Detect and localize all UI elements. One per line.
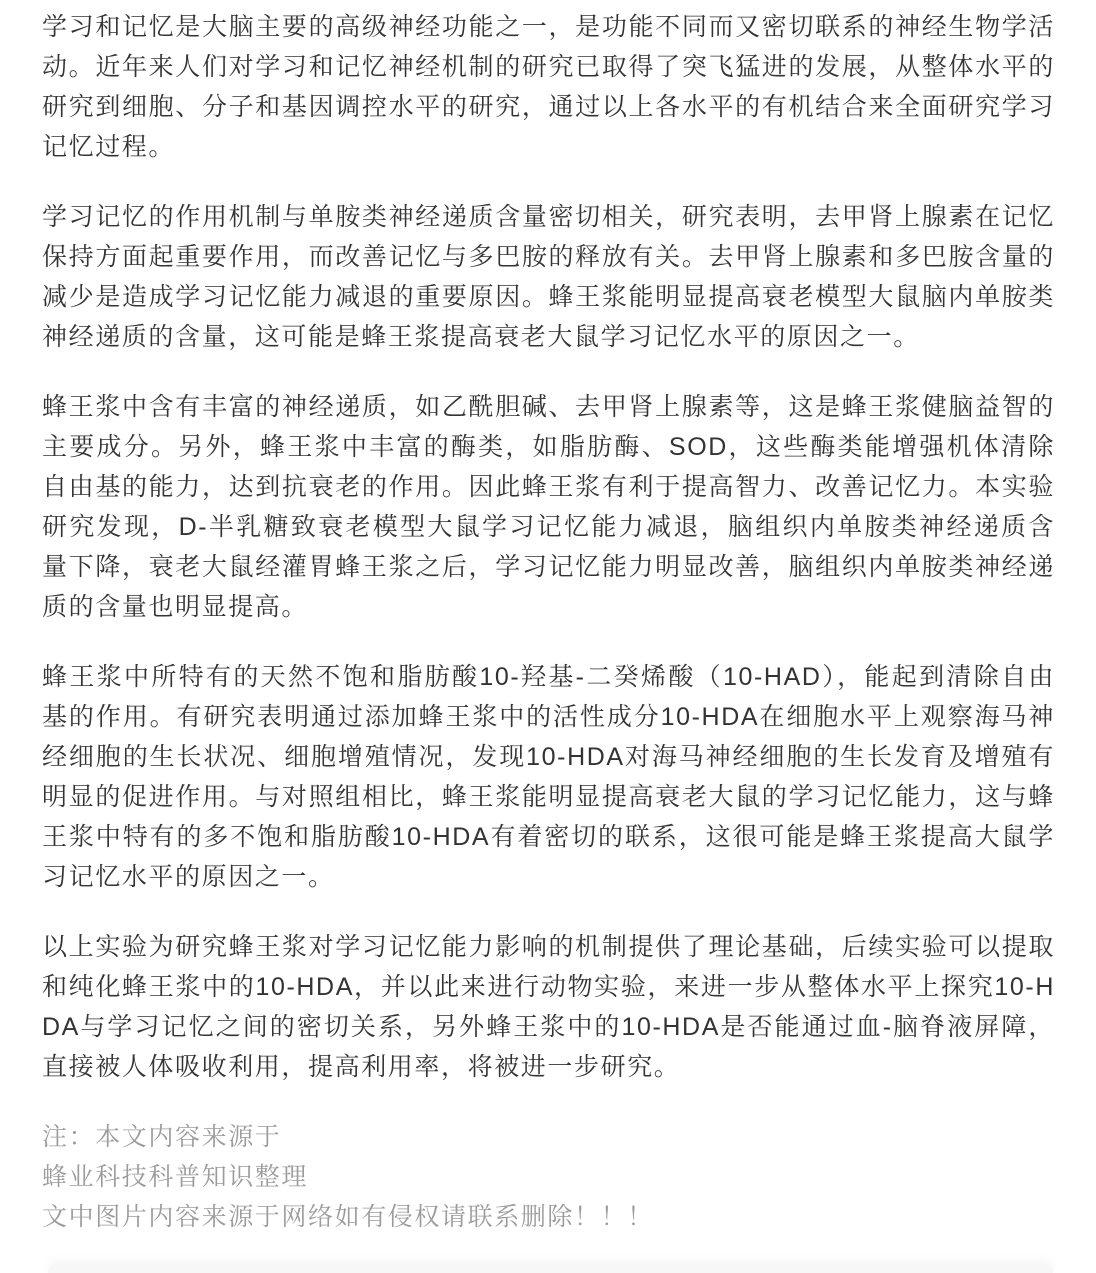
article-paragraph: 学习记忆的作用机制与单胺类神经递质含量密切相关，研究表明，去甲肾上腺素在记忆保持方面起重要作用，而改善记忆与多巴胺的释放有关。去甲肾上腺素和多巴胺含量的减少是造成学习记忆能力减退的重要原因。蜂王浆能明显提高衰老模型大鼠脑内单胺类神经递质的含量，这可能是蜂王浆提高衰老大鼠学习记忆水平的原因之一。 — [42, 203, 1055, 351]
article-paragraph: 以上实验为研究蜂王浆对学习记忆能力影响的机制提供了理论基础，后续实验可以提取和纯化蜂王浆中的10-HDA，并以此来进行动物实验，来进一步从整体水平上探究10-HDA与学习记忆之间的密切关系，另外蜂王浆中的10-HDA是否能通过血-脑脊液屏障，直接被人体吸收利用，提高利用率，将被进一步研究。 — [42, 933, 1055, 1081]
next-section-card-edge — [48, 1264, 1053, 1273]
article-paragraph: 学习和记忆是大脑主要的高级神经功能之一，是功能不同而又密切联系的神经生物学活动。近年来人们对学习和记忆神经机制的研究已取得了突飞猛进的发展，从整体水平的研究到细胞、分子和基因调控水平的研究，通过以上各水平的有机结合来全面研究学习记忆过程。 — [42, 13, 1055, 161]
article-paragraph: 蜂王浆中含有丰富的神经递质，如乙酰胆碱、去甲肾上腺素等，这是蜂王浆健脑益智的主要成分。另外，蜂王浆中丰富的酶类，如脂肪酶、SOD，这些酶类能增强机体清除自由基的能力，达到抗衰老的作用。因此蜂王浆有利于提高智力、改善记忆力。本实验研究发现，D-半乳糖致衰老模型大鼠学习记忆能力减退，脑组织内单胺类神经递质含量下降，衰老大鼠经灌胃蜂王浆之后，学习记忆能力明显改善，脑组织内单胺类神经递质的含量也明显提高。 — [42, 393, 1055, 621]
source-note-line: 文中图片内容来源于网络如有侵权请联系删除！！！ — [42, 1203, 654, 1231]
source-note — [0, 1117, 1096, 1237]
article-paragraph: 蜂王浆中所特有的天然不饱和脂肪酸10-羟基-二癸烯酸（10-HAD），能起到清除自由基的作用。有研究表明通过添加蜂王浆中的活性成分10-HDA在细胞水平上观察海马神经细胞的生长状况、细胞增殖情况，发现10-HDA对海马神经细胞的生长发育及增殖有明显的促进作用。与对照组相比，蜂王浆能明显提高衰老大鼠的学习记忆能力，这与蜂王浆中特有的多不饱和脂肪酸10-HDA有着密切的联系，这很可能是蜂王浆提高大鼠学习记忆水平的原因之一。 — [42, 663, 1055, 891]
source-note-line: 蜂业科技科普知识整理 — [42, 1163, 309, 1191]
source-note-line: 注：本文内容来源于 — [42, 1123, 282, 1151]
